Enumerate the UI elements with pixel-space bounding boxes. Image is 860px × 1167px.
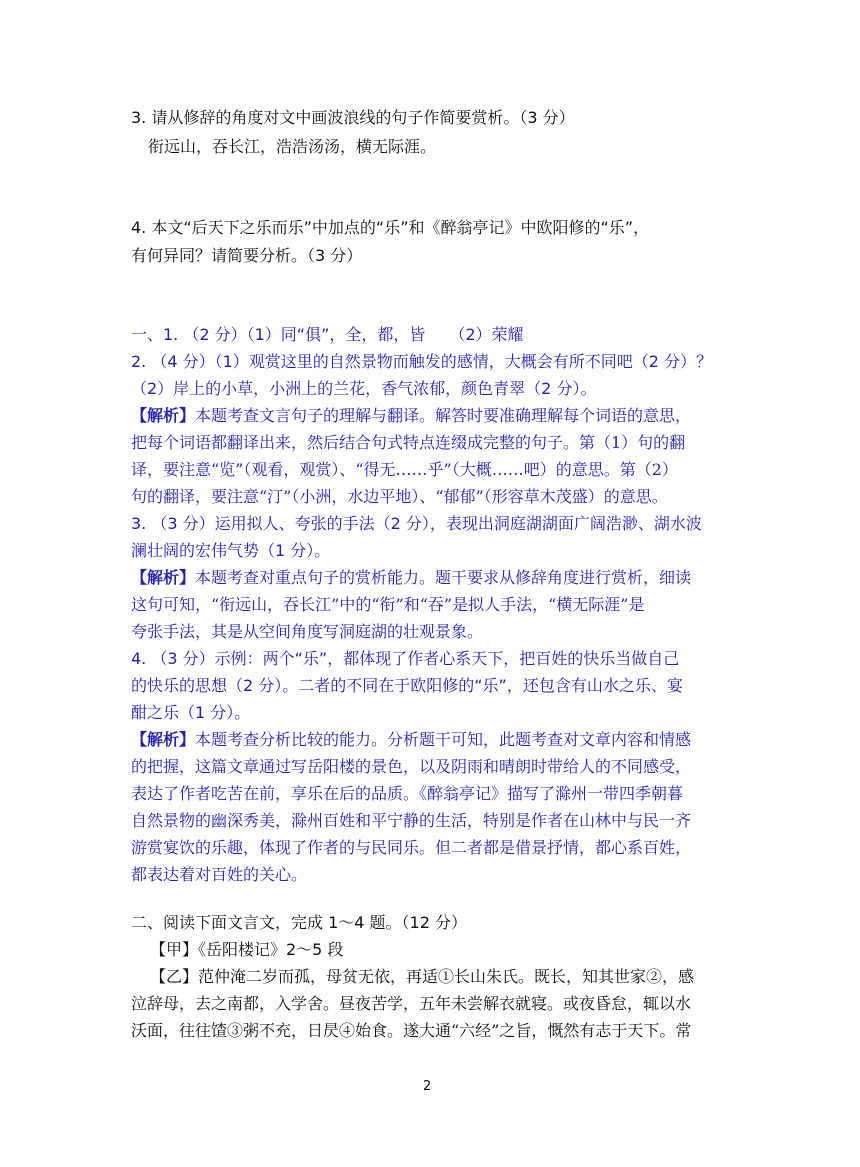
explanation-3-line-2: 的把握，这篇文章通过写岳阳楼的景色，以及阴雨和晴朗时带给人的不同感受，	[131, 757, 692, 776]
question-4-line-1: 4. 本文“后天下之乐而乐”中加点的“乐”和《醉翁亭记》中欧阳修的“乐”，	[131, 218, 650, 237]
page-number: 2	[423, 1079, 432, 1094]
explanation-1-line-1: 【解析】本题考查文言句子的理解与翻译。解答时要准确理解每个词语的意思，	[131, 406, 692, 425]
section-2-jia: 【甲】《岳阳楼记》2～5 段	[150, 940, 344, 959]
explanation-2-line-1: 【解析】本题考查对重点句子的赏析能力。题干要求从修辞角度进行赏析，细读	[131, 568, 692, 587]
answer-3-line-1: 3. （3 分）运用拟人、夸张的手法（2 分），表现出洞庭湖湖面广阔浩渺、湖水波	[131, 514, 702, 533]
explanation-2-line-2: 这句可知，“衔远山，吞长江”中的“衔”和“吞”是拟人手法，“横无际涯”是	[131, 595, 645, 614]
explanation-3-line-4: 自然景物的幽深秀美，滁州百姓和平宁静的生活，特别是作者在山林中与民一齐	[131, 811, 692, 830]
explanation-2-line-3: 夸张手法，其是从空间角度写洞庭湖的壮观景象。	[131, 622, 484, 641]
explanation-3-line-3: 表达了作者吃苦在前，享乐在后的品质。《醉翁亭记》描写了滁州一带四季朝暮	[131, 784, 684, 803]
answer-4-line-1: 4. （3 分）示例：两个“乐”，都体现了作者心系天下，把百姓的快乐当做自己	[131, 649, 680, 668]
answer-3-line-2: 澜壮阔的宏伟气势（1 分）。	[131, 541, 331, 560]
question-4-line-2: 有何异同？请简要分析。（3 分）	[131, 246, 363, 265]
explanation-1-line-3: 译，要注意“览”（观看，观赏）、“得无……乎”（大概……吧）的意思。第（2）	[131, 460, 678, 479]
answer-4-line-3: 酣之乐（1 分）。	[131, 703, 251, 722]
section-2-yi-line-1: 【乙】范仲淹二岁而孤，母贫无依，再适①长山朱氏。既长，知其世家②，感	[150, 967, 695, 986]
answer-4-line-2: 的快乐的思想（2 分）。二者的不同在于欧阳修的“乐”，还包含有山水之乐、宴	[131, 676, 683, 695]
answer-2-line-1: 2. （4 分）（1）观赏这里的自然景物而触发的感情，大概会有所不同吧（2 分）？	[131, 352, 713, 371]
explanation-3-line-5: 游赏宴饮的乐趣，体现了作者的与民同乐。但二者都是借景抒情，都心系百姓，	[131, 838, 692, 857]
explanation-1-line-4: 句的翻译，要注意“汀”（小洲，水边平地）、“郁郁”（形容草木茂盛）的意思。	[131, 487, 668, 506]
explanation-tag: 【解析】	[131, 406, 196, 425]
question-3-quote: 衔远山，吞长江，浩浩汤汤，横无际涯。	[148, 137, 437, 156]
explanation-tag: 【解析】	[131, 730, 196, 749]
question-3-prompt: 3. 请从修辞的角度对文中画波浪线的句子作简要赏析。（3 分）	[131, 108, 575, 127]
explanation-tag: 【解析】	[131, 568, 196, 587]
explanation-3-line-6: 都表达着对百姓的关心。	[131, 865, 308, 884]
answer-2-line-2: （2）岸上的小草，小洲上的兰花，香气浓郁，颜色青翠（2 分）。	[131, 379, 597, 398]
explanation-3-line-1: 【解析】本题考查分析比较的能力。分析题干可知，此题考查对文章内容和情感	[131, 730, 692, 749]
section-2-yi-line-3: 沃面，往往馇③粥不充，日昃④始食。遂大通“六经”之旨，慨然有志于天下。常	[131, 1021, 692, 1040]
answer-1: 一、1. （2 分）（1）同“俱”，全，都，皆 （2）荣耀	[131, 325, 524, 344]
section-2-title: 二、阅读下面文言文，完成 1～4 题。（12 分）	[131, 913, 467, 932]
section-2-yi-line-2: 泣辞母，去之南都，入学舍。昼夜苦学，五年未尝解衣就寝。或夜昏怠，辄以水	[131, 994, 692, 1013]
explanation-1-line-2: 把每个词语都翻译出来，然后结合句式特点连缀成完整的句子。第（1）句的翻	[131, 433, 686, 452]
